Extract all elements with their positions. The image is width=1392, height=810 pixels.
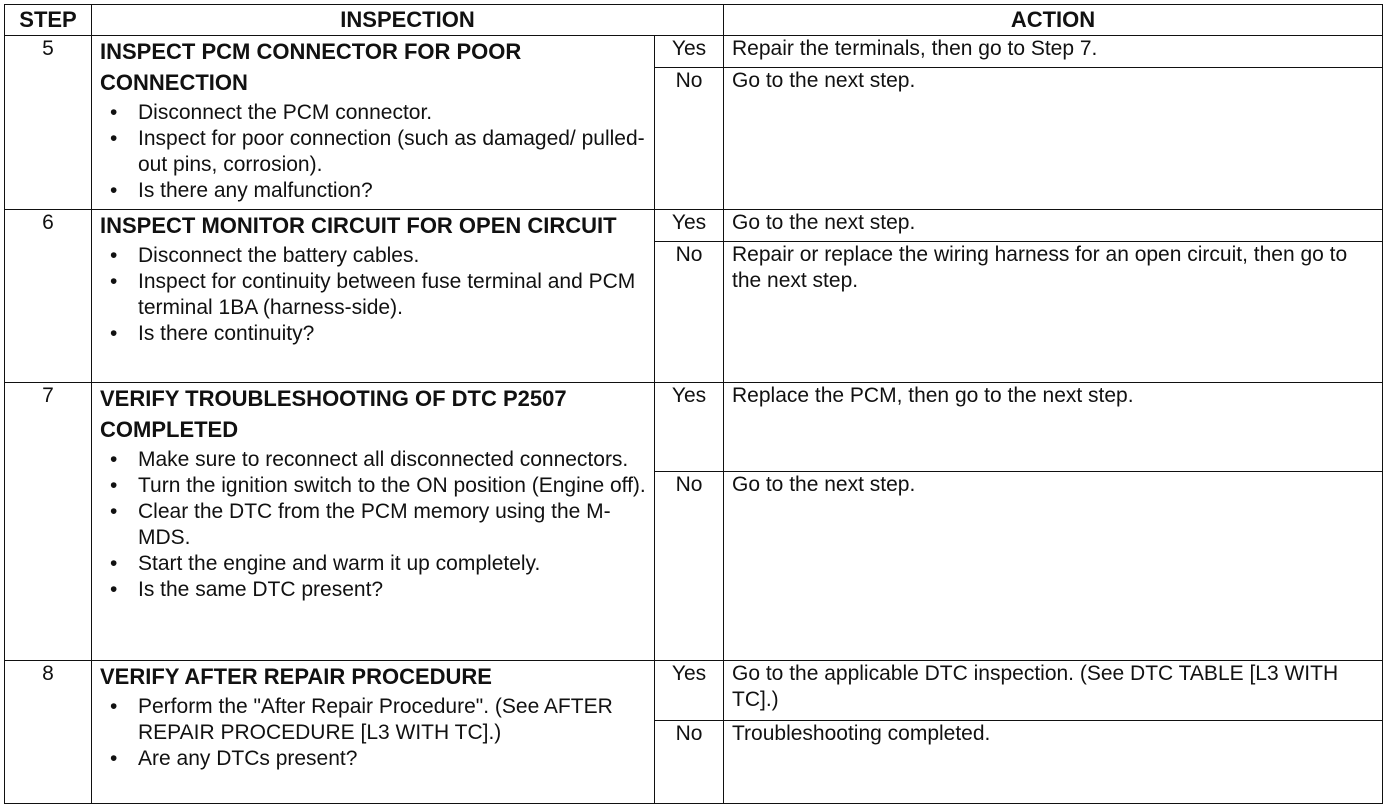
inspection-title: INSPECT PCM CONNECTOR FOR POOR CONNECTION	[100, 39, 522, 95]
list-item: • Is there any malfunction?	[138, 178, 646, 204]
list-item: • Disconnect the PCM connector.	[138, 100, 646, 126]
yes-label: Yes	[655, 209, 724, 241]
table-row	[5, 209, 1383, 241]
troubleshooting-table	[4, 4, 1383, 804]
action-header: ACTION	[724, 5, 1383, 36]
list-item: • Is there continuity?	[138, 321, 646, 347]
yes-action: Replace the PCM, then go to the next step.	[724, 382, 1383, 471]
inspection-header: INSPECTION	[92, 5, 724, 36]
no-action: Troubleshooting completed.	[724, 721, 1383, 804]
inspection-steps	[100, 100, 646, 204]
yes-label: Yes	[655, 382, 724, 471]
table-row	[5, 382, 1383, 471]
step-number: 7	[5, 382, 92, 661]
list-item: • Inspect for continuity between fuse terminal and PCM terminal 1BA (harness-side).	[138, 269, 646, 321]
list-item: • Are any DTCs present?	[138, 746, 646, 772]
no-action: Repair or replace the wiring harness for an open circuit, then go to the next step.	[724, 242, 1383, 382]
no-label: No	[655, 471, 724, 661]
no-label: No	[655, 721, 724, 804]
list-item: • Perform the "After Repair Procedure". (See AFTER REPAIR PROCEDURE [L3 WITH TC].)	[138, 694, 646, 746]
list-item: • Turn the ignition switch to the ON position (Engine off).	[138, 473, 646, 499]
table-row	[5, 36, 1383, 68]
yes-action: Go to the applicable DTC inspection. (See DTC TABLE [L3 WITH TC].)	[724, 661, 1383, 721]
inspection-cell	[92, 36, 655, 210]
step-number: 5	[5, 36, 92, 210]
no-action: Go to the next step.	[724, 68, 1383, 209]
inspection-title: INSPECT MONITOR CIRCUIT FOR OPEN CIRCUIT	[100, 212, 617, 238]
yes-label: Yes	[655, 36, 724, 68]
list-item: • Make sure to reconnect all disconnected connectors.	[138, 447, 646, 473]
list-item: • Is the same DTC present?	[138, 577, 646, 603]
inspection-steps	[100, 243, 646, 347]
yes-action: Go to the next step.	[724, 209, 1383, 241]
inspection-title: VERIFY AFTER REPAIR PROCEDURE	[100, 664, 492, 690]
table-row	[5, 661, 1383, 721]
yes-label: Yes	[655, 661, 724, 721]
header-row	[5, 5, 1383, 36]
step-header: STEP	[5, 5, 92, 36]
inspection-cell	[92, 382, 655, 661]
inspection-steps	[100, 447, 646, 603]
step-number: 8	[5, 661, 92, 804]
no-action: Go to the next step.	[724, 471, 1383, 661]
list-item: • Disconnect the battery cables.	[138, 243, 646, 269]
inspection-cell	[92, 661, 655, 804]
list-item: • Inspect for poor connection (such as damaged/ pulled-out pins, corrosion).	[138, 126, 646, 178]
list-item: • Start the engine and warm it up completely.	[138, 551, 646, 577]
inspection-cell	[92, 209, 655, 382]
inspection-title: VERIFY TROUBLESHOOTING OF DTC P2507 COMPLETED	[100, 385, 567, 442]
no-label: No	[655, 242, 724, 382]
step-number: 6	[5, 209, 92, 382]
list-item: • Clear the DTC from the PCM memory using the M-MDS.	[138, 499, 646, 551]
no-label: No	[655, 68, 724, 209]
yes-action: Repair the terminals, then go to Step 7.	[724, 36, 1383, 68]
inspection-steps	[100, 694, 646, 772]
